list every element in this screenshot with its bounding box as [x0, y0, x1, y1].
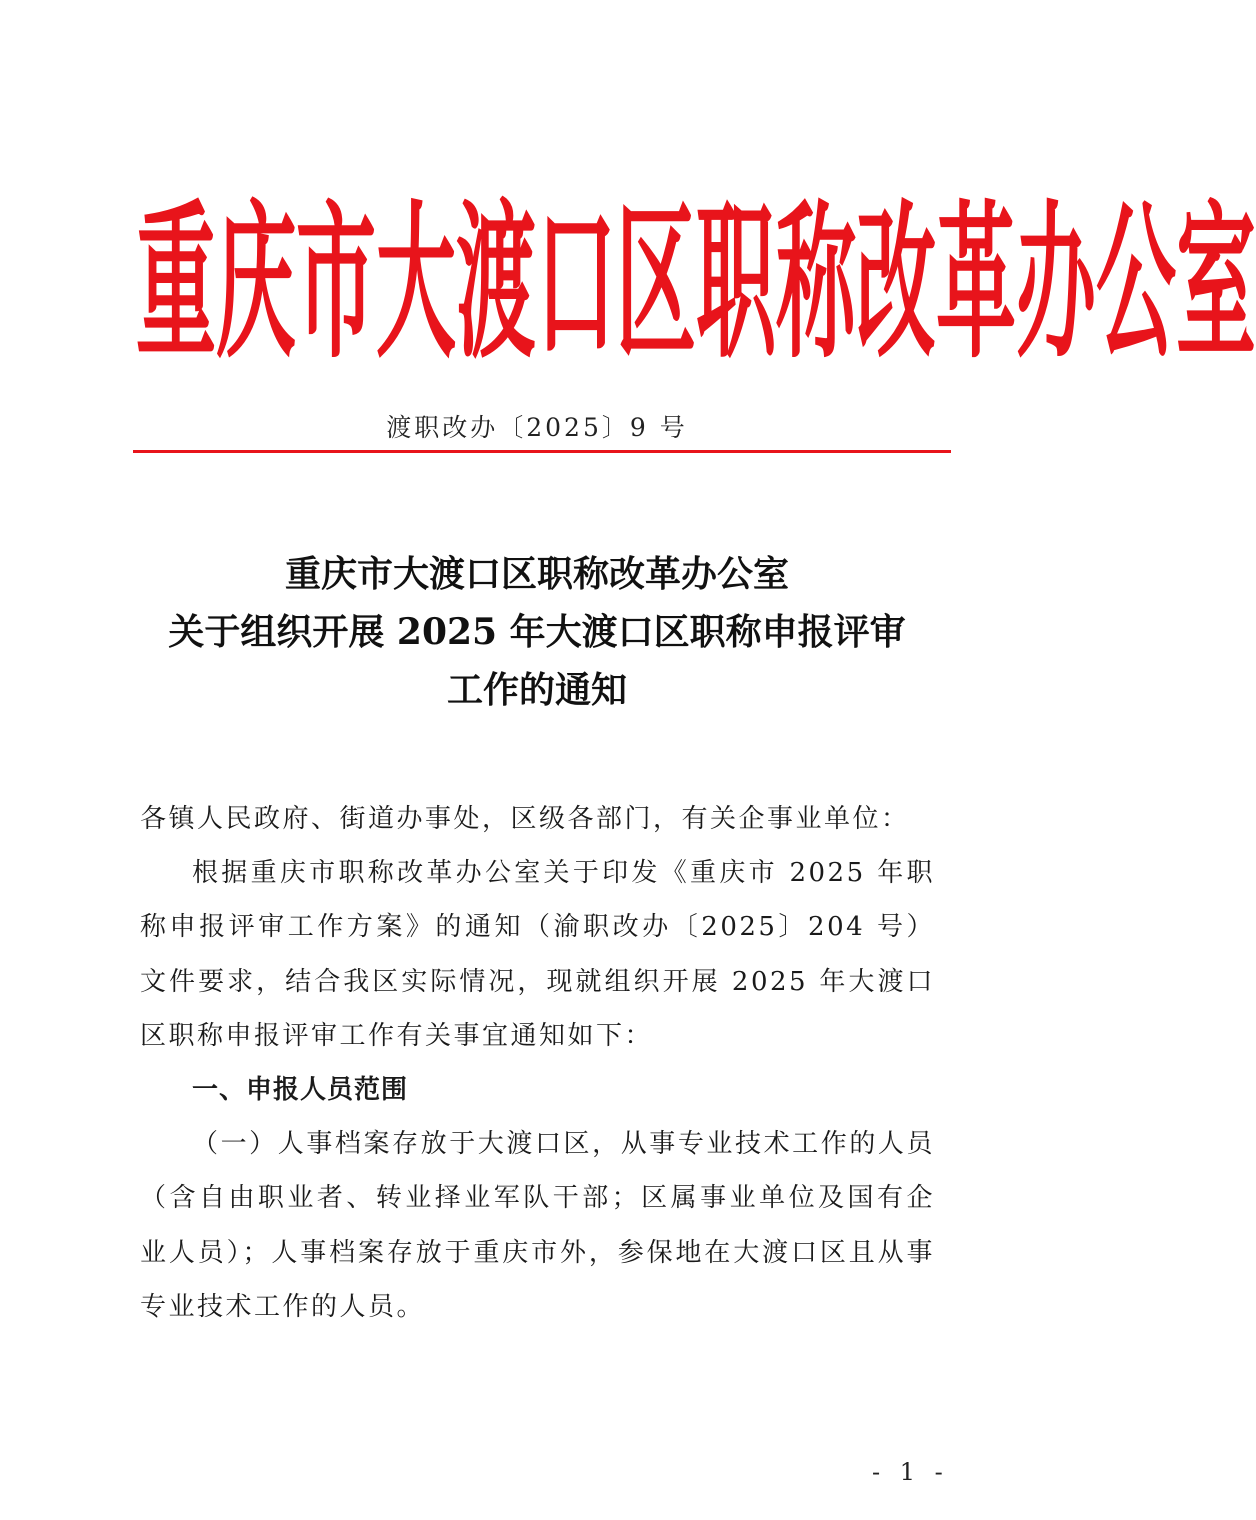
masthead-char: 口: [536, 185, 616, 382]
intro-paragraph: 根据重庆市职称改革办公室关于印发《重庆市 2025 年职称申报评审工作方案》的通知（渝职改办〔2025〕204 号）文件要求，结合我区实际情况，现就组织开展 2025 年大渡口区职称申报评审工作有关事宜通知如下：: [140, 858, 935, 1051]
issuing-office-masthead: [136, 185, 1256, 382]
masthead-char: 公: [1096, 185, 1176, 382]
masthead-char: 重: [136, 185, 216, 382]
masthead-char: 市: [296, 185, 376, 382]
title-line-1: 重庆市大渡口区职称改革办公室: [284, 553, 789, 595]
masthead-char: 改: [856, 185, 936, 382]
document-body: [140, 792, 935, 1334]
masthead-char: 职: [696, 185, 776, 382]
section-paragraph: （一）人事档案存放于大渡口区，从事专业技术工作的人员（含自由职业者、转业择业军队干部；区属事业单位及国有企业人员）；人事档案存放于重庆市外，参保地在大渡口区且从事专业技术工作的人员。: [140, 1129, 935, 1322]
masthead-char: 办: [1016, 185, 1096, 382]
masthead-char: 革: [936, 185, 1016, 382]
salutation: 各镇人民政府、街道办事处，区级各部门，有关企事业单位：: [140, 804, 910, 834]
document-number: 渡职改办〔2025〕9 号: [386, 413, 688, 442]
masthead-char: 庆: [216, 185, 296, 382]
masthead-char: 大: [376, 185, 456, 382]
red-divider-line: [133, 450, 951, 453]
page-number: - 1 -: [872, 1458, 949, 1486]
title-line-3: 工作的通知: [446, 669, 627, 711]
section-heading: 一、申报人员范围: [192, 1075, 409, 1106]
masthead-char: 称: [776, 185, 856, 382]
masthead-char: 渡: [456, 185, 536, 382]
title-line-2: 关于组织开展 2025 年大渡口区职称申报评审: [168, 611, 906, 653]
masthead-char: 室: [1176, 185, 1256, 382]
masthead-char: 区: [616, 185, 696, 382]
document-title: [0, 545, 1074, 719]
